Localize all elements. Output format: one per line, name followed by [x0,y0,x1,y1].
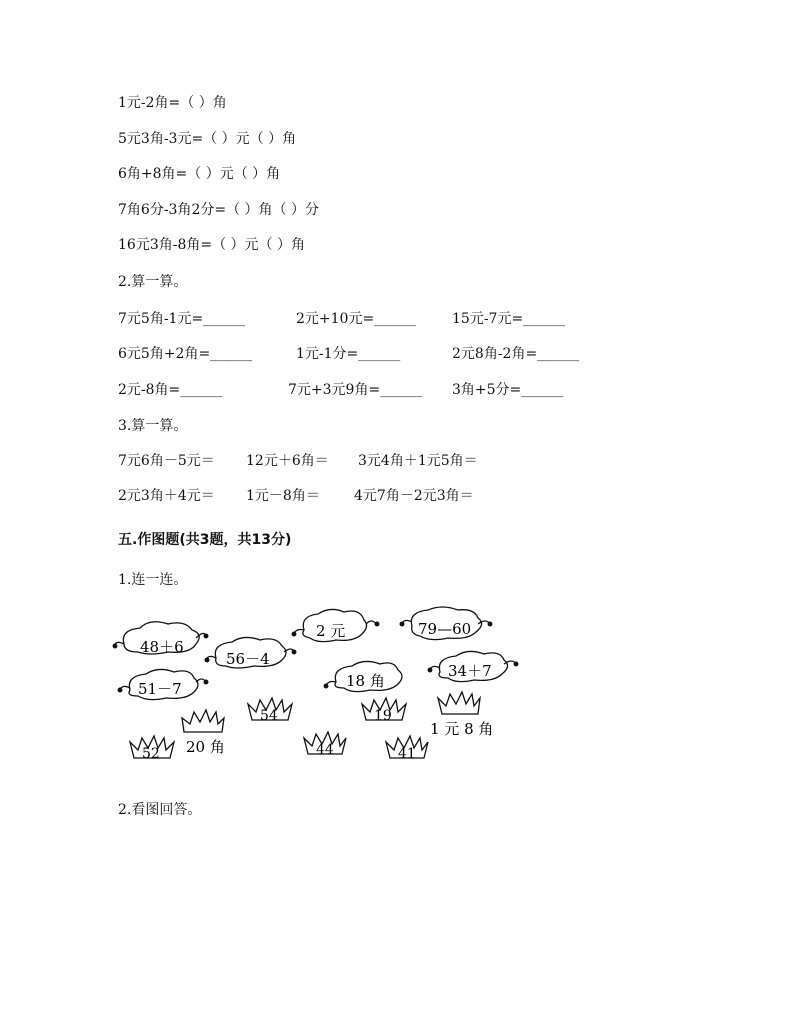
calc-item: 1元－8角＝ [246,488,320,504]
calc-item: 4元7角－2元3角＝ [354,488,474,504]
question-5: 16元3角-8角=（ ）元（ ）角 [118,237,305,253]
cloud-label: 56－4 [226,650,270,668]
look-answer-title: 2.看图回答。 [118,802,202,818]
calc-item: 15元-7元=______ [452,311,566,327]
section-3-title: 3.算一算。 [118,418,188,434]
calc-item: 7元+3元9角=______ [288,382,423,398]
grass-label: 19 [374,708,392,724]
grass-label: 52 [142,746,160,762]
question-3: 6角+8角=（ ）元（ ）角 [118,166,281,182]
question-1: 1元-2角=（ ）角 [118,95,227,111]
section-2-title: 2.算一算。 [118,274,188,290]
grass-label: 44 [316,742,334,758]
connect-figure [0,600,794,800]
grass-label: 41 [398,746,416,762]
calc-item: 3元4角＋1元5角＝ [358,453,478,469]
cloud-label: 51－7 [138,680,182,698]
cloud-label: 18 角 [346,672,385,690]
calc-item: 6元5角+2角=______ [118,346,253,362]
grass-empty-1 [182,710,224,732]
calc-item: 12元＋6角＝ [246,453,329,469]
question-4: 7角6分-3角2分=（ ）角（ ）分 [118,202,319,218]
grass-empty-2 [438,692,480,714]
calc-item: 7元5角-1元=______ [118,311,246,327]
cloud-label: 79—60 [418,620,472,638]
cloud-label: 48＋6 [140,638,184,656]
calc-item: 1元-1分=______ [296,346,401,362]
question-2: 5元3角-3元=（ ）元（ ）角 [118,131,297,147]
calc-item: 2元-8角=______ [118,382,223,398]
free-label: 1 元 8 角 [430,720,494,738]
calc-item: 7元6角－5元＝ [118,453,215,469]
grass-label: 54 [260,708,278,724]
calc-item: 2元+10元=______ [296,311,417,327]
cloud-label: 34＋7 [448,662,492,680]
cloud-label: 2 元 [316,622,346,640]
connect-title: 1.连一连。 [118,572,188,588]
calc-item: 3角+5分=______ [452,382,564,398]
free-label: 20 角 [186,738,225,756]
part-5-heading: 五.作图题(共3题，共13分) [118,532,292,548]
calc-item: 2元8角-2角=______ [452,346,580,362]
calc-item: 2元3角＋4元＝ [118,488,215,504]
